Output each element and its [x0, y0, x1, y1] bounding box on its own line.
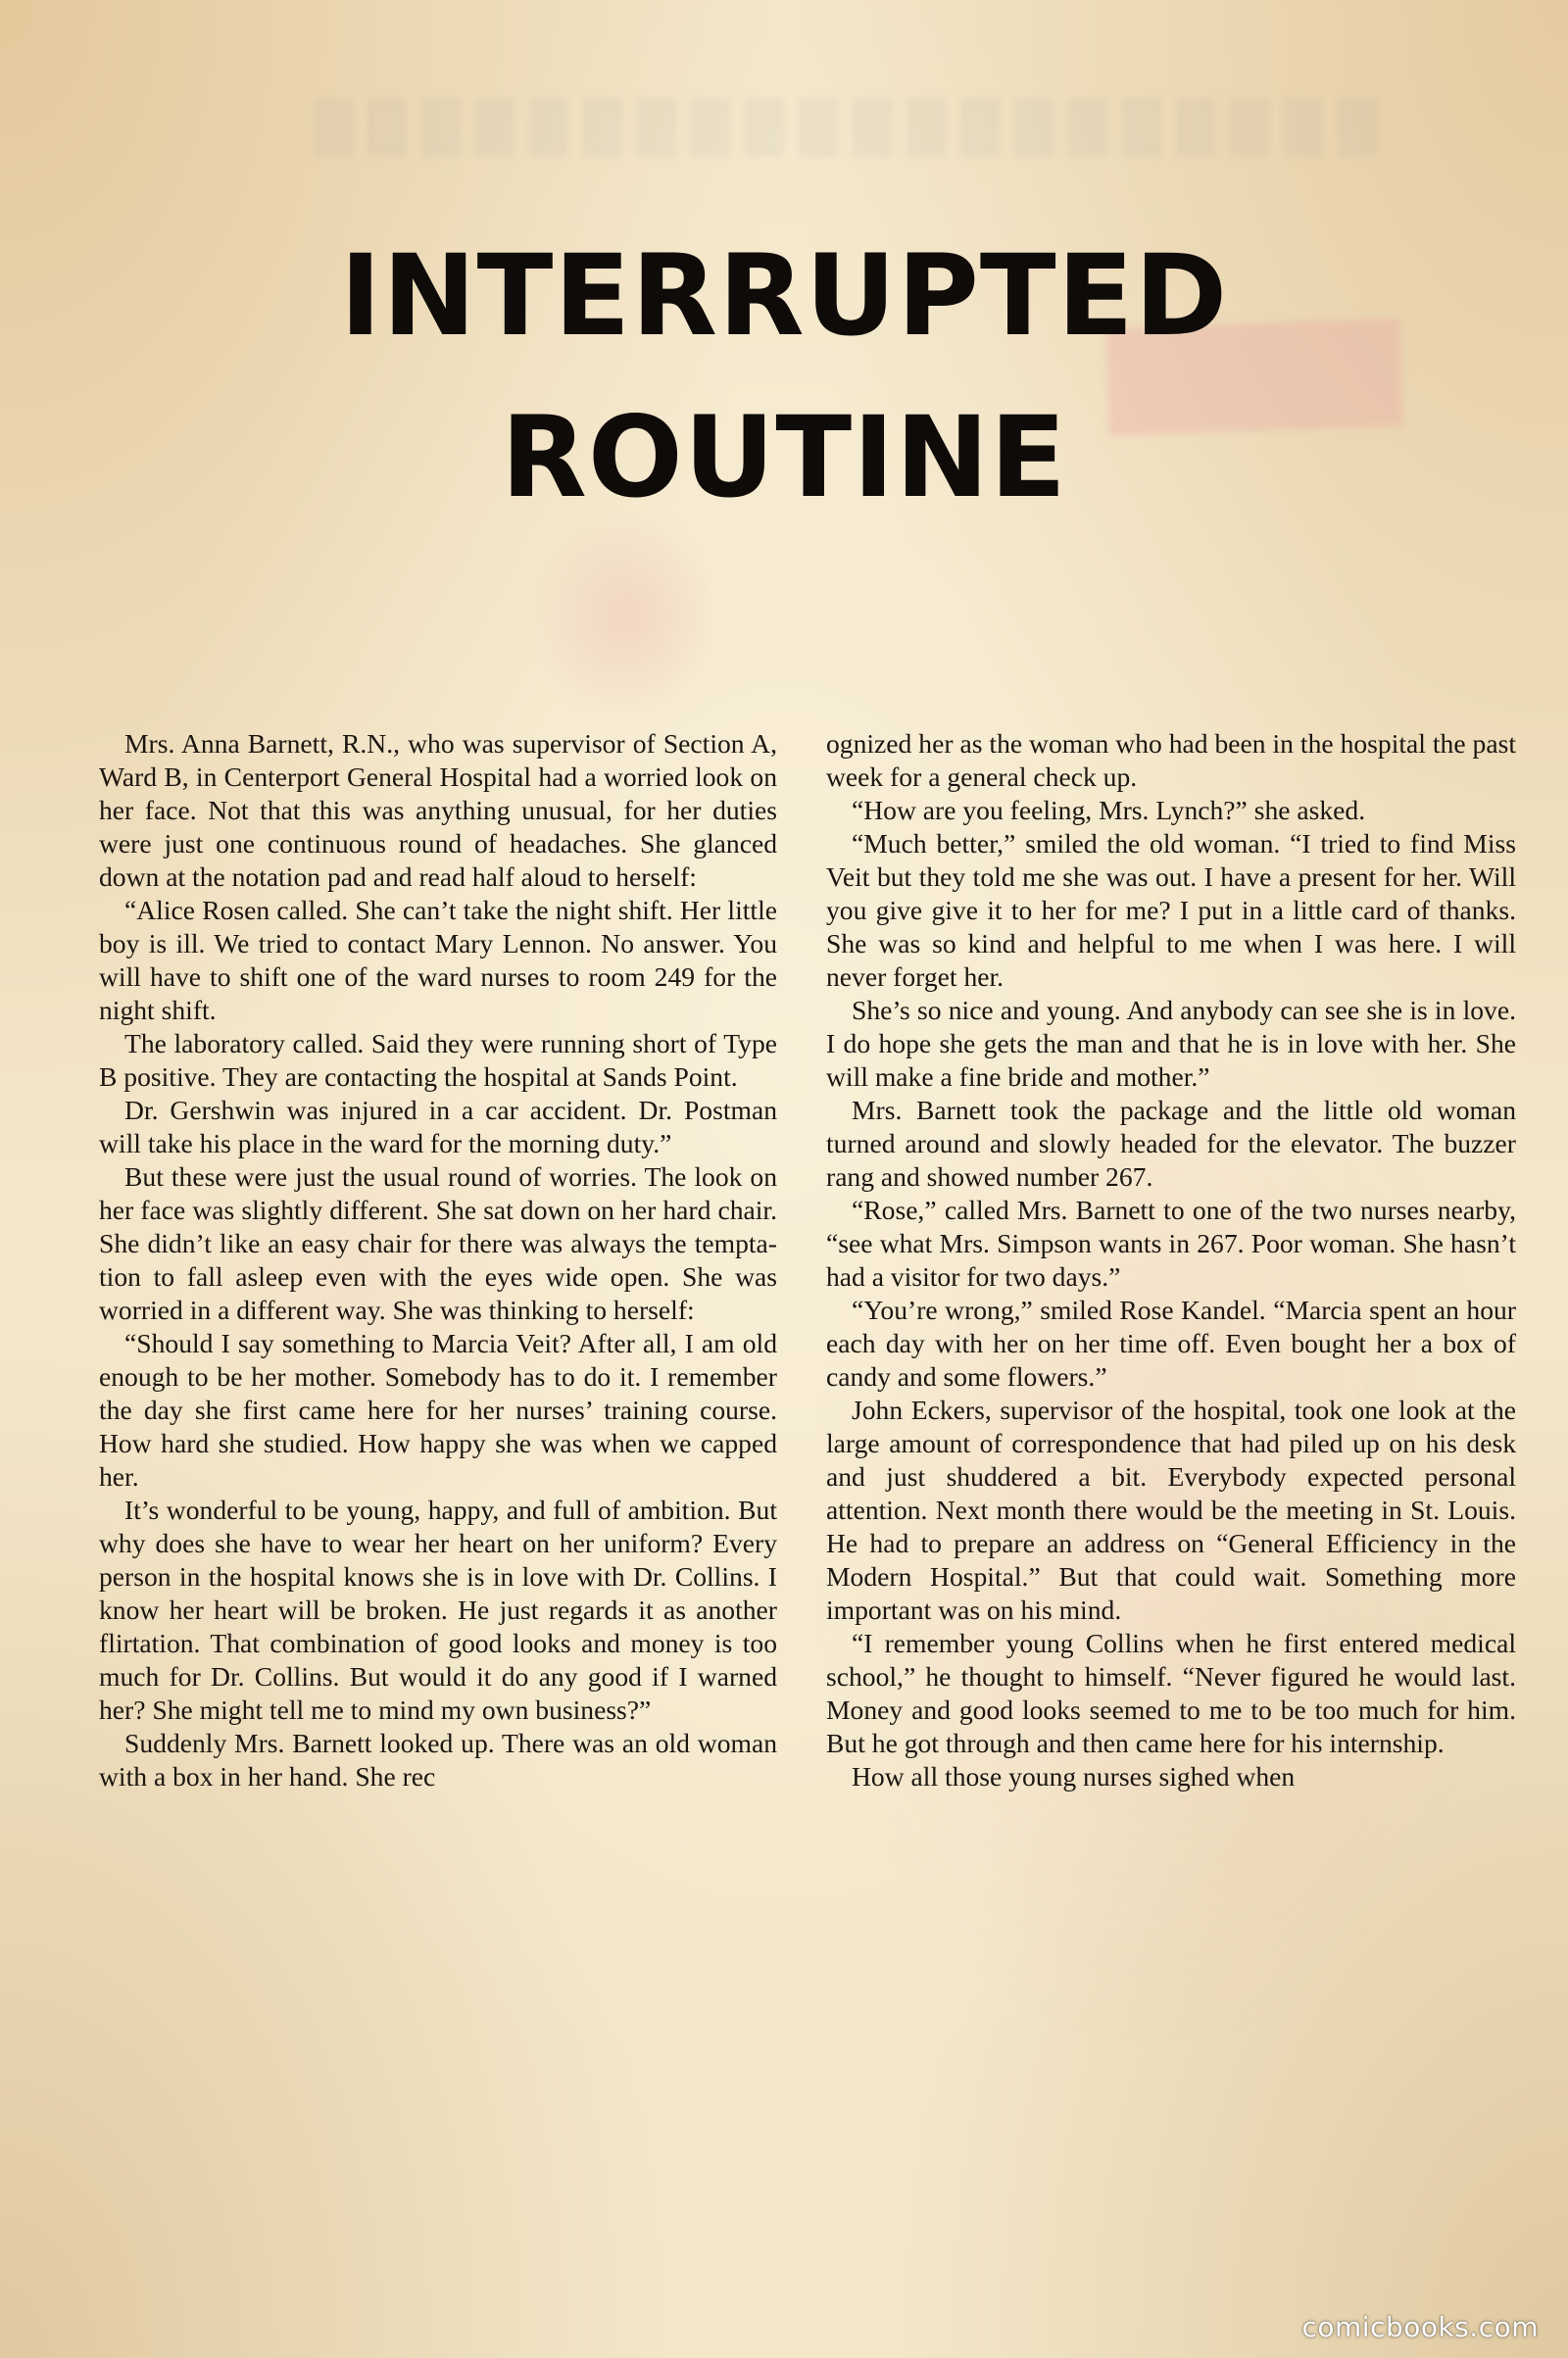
paragraph: Mrs. Barnett took the package and the little old woman turned around and slowly headed for the elevator. The buzzer rang and showed number 267.: [826, 1095, 1516, 1192]
paragraph: “Alice Rosen called. She can’t take the night shift. Her little boy is ill. We tried to contact Mary Lennon. No answer. You will have to shift one of the ward nurses to room 249 for the night shift.: [99, 895, 777, 1025]
story-title-line-1: INTERRUPTED: [339, 230, 1229, 361]
paragraph: “I remember young Collins when he first entered medical school,” he thought to himself. “Never figured he would last. Money and good looks seemed to me to be too much for him. But he got through and then came here for his internship.: [826, 1628, 1516, 1758]
paragraph: But these were just the usual round of worries. The look on her face was slightly different. She sat down on her hard chair. She didn’t like an easy chair for there was always the temptation to fall asleep even with the eyes wide open. She was worried in a different way. She was thinking to herself:: [99, 1161, 777, 1325]
ink-bleed-through: [314, 98, 1392, 157]
site-watermark: comicbooks.com: [1301, 2311, 1539, 2343]
text-column-right: [826, 727, 1516, 1793]
paragraph: It’s wonderful to be young, happy, and full of ambition. But why does she have to wear her heart on her uniform? Every person in the hospital knows she is in love with Dr. Collins. I know her heart will be broken. He just regards it as another flirtation. That combination of good looks and money is too much for Dr. Collins. But would it do any good if I warned her? She might tell me to mind my own business?”: [99, 1495, 777, 1725]
text-column-left: [99, 727, 777, 1793]
paragraph: ognized her as the woman who had been in the hospital the past week for a general check up.: [826, 728, 1516, 792]
paragraph: “You’re wrong,” smiled Rose Kandel. “Marcia spent an hour each day with her on her time off. Even bought her a box of candy and some flowers.”: [826, 1295, 1516, 1392]
paragraph: John Eckers, supervisor of the hospital, took one look at the large amount of correspondence that had piled up on his desk and just shuddered a bit. Everybody expected personal attention. Next month there would be the meeting in St. Louis. He had to prepare an address on “General Efficiency in the Modern Hospital.” But that could wait. Something more important was on his mind.: [826, 1395, 1516, 1625]
paragraph: She’s so nice and young. And anybody can see she is in love. I do hope she gets the man and that he is in love with her. She will make a fine bride and mother.”: [826, 995, 1516, 1092]
paragraph: Dr. Gershwin was injured in a car accident. Dr. Postman will take his place in the ward for the morning duty.”: [99, 1095, 777, 1158]
paragraph: Mrs. Anna Barnett, R.N., who was supervisor of Section A, Ward B, in Centerport General Hospital had a worried look on her face. Not that this was anything unusual, for her duties were just one continuous round of headaches. She glanced down at the notation pad and read half aloud to herself:: [99, 728, 777, 892]
story-title-line-2: ROUTINE: [501, 392, 1067, 522]
paragraph: “Should I say something to Marcia Veit? After all, I am old enough to be her mother. Somebody has to do it. I remember the day she first came here for her nurses’ training course. How hard she studied. How happy she was when we capped her.: [99, 1328, 777, 1492]
paragraph: “Rose,” called Mrs. Barnett to one of the two nurses nearby, “see what Mrs. Simpson wants in 267. Poor woman. She hasn’t had a visitor for two days.”: [826, 1195, 1516, 1292]
paragraph: How all those young nurses sighed when: [852, 1761, 1296, 1792]
paragraph: “Much better,” smiled the old woman. “I tried to find Miss Veit but they told me she was out. I have a present for her. Will you give give it to her for me? I put in a little card of thanks. She was so kind and helpful to me when I was here. I will never forget her.: [826, 828, 1516, 992]
paragraph: The laboratory called. Said they were running short of Type B positive. They are contacting the hospital at Sands Point.: [99, 1028, 777, 1092]
paragraph: Suddenly Mrs. Barnett looked up. There was an old woman with a box in her hand. She rec: [99, 1728, 777, 1792]
ink-bleed-through: [529, 510, 725, 725]
paragraph: “How are you feeling, Mrs. Lynch?” she asked.: [852, 795, 1366, 825]
